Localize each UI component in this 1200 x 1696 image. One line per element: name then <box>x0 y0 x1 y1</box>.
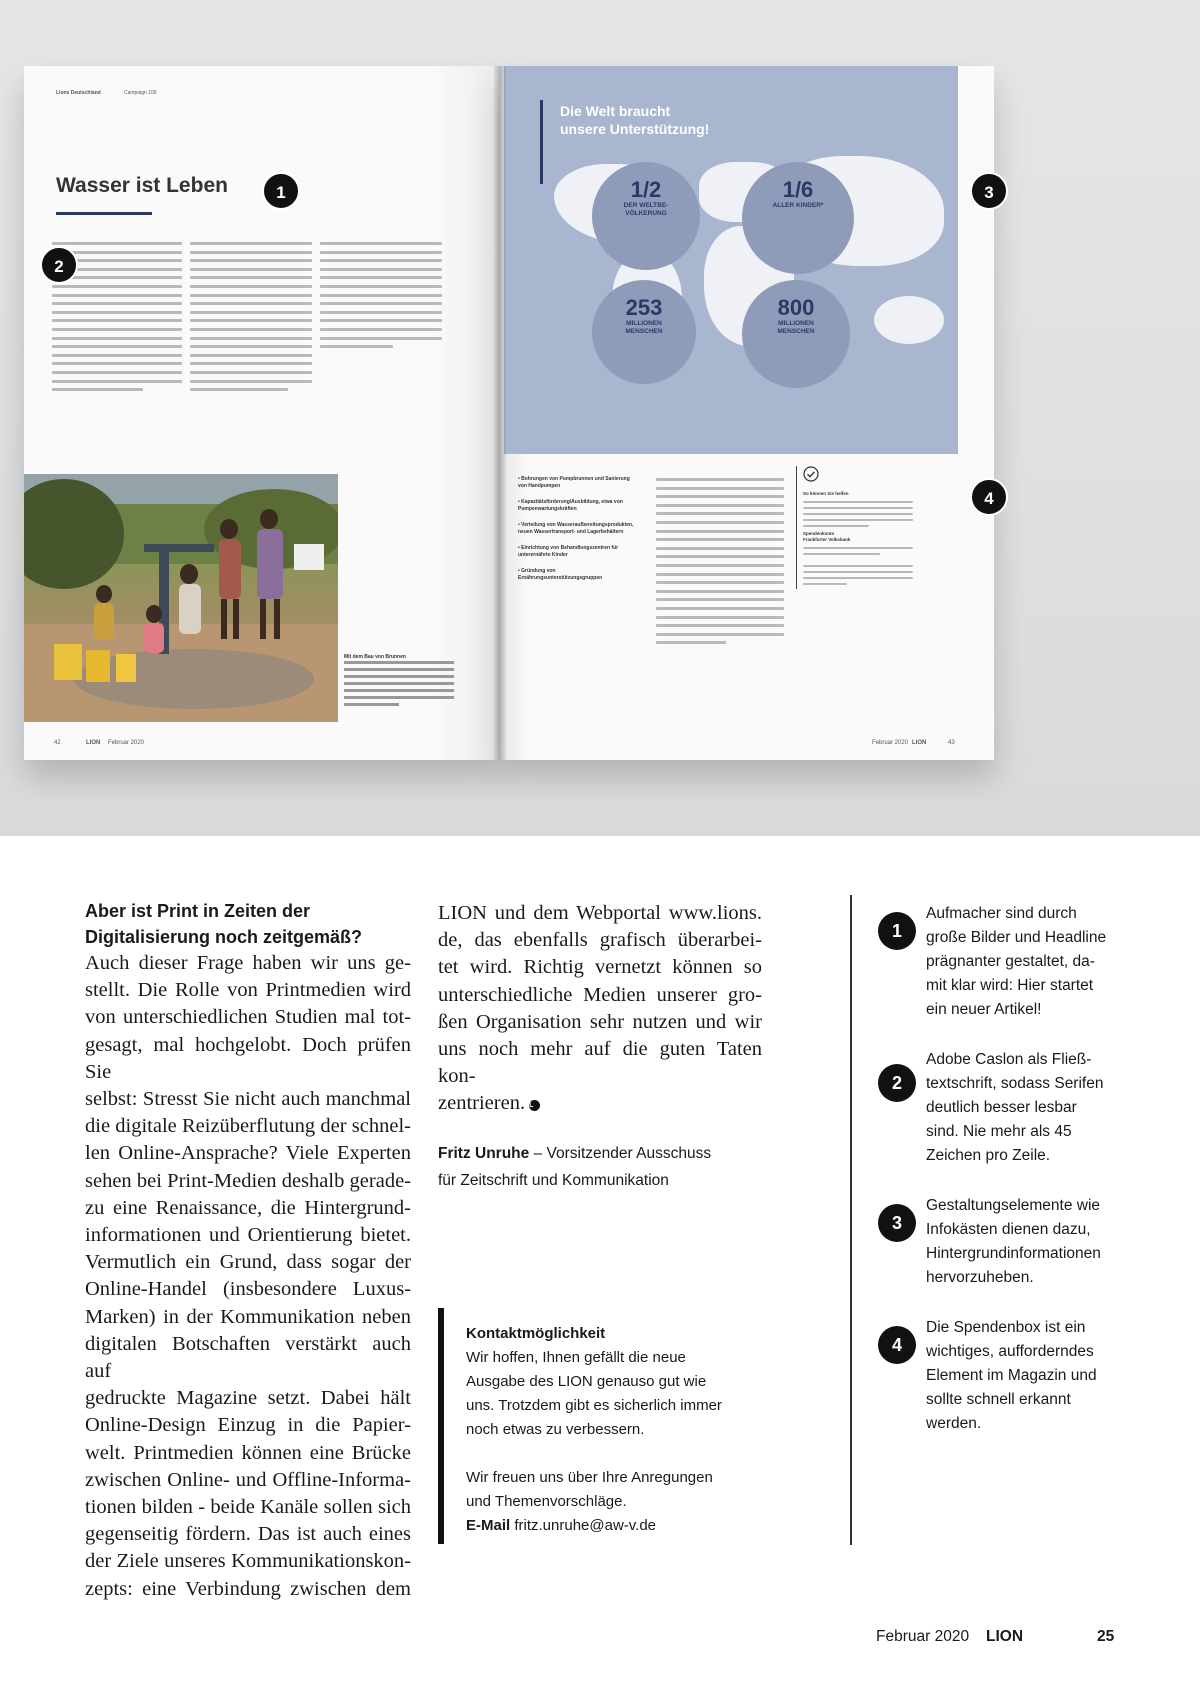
annotation-note-1 <box>878 902 1128 1022</box>
children-water-pump-photo <box>24 474 338 722</box>
map-australia <box>874 296 944 344</box>
note-line: prägnanter gestaltet, da- <box>926 953 1095 970</box>
author-name: Fritz Unruhe <box>438 1144 530 1162</box>
body-line: ßen Organisation sehr nutzen und wir <box>438 1010 762 1033</box>
magazine-text-column-3 <box>320 242 442 354</box>
infobox-rule <box>540 100 543 184</box>
magazine-bullet-list <box>518 476 638 591</box>
article-column-2 <box>438 900 762 1194</box>
photo-caption <box>344 654 454 710</box>
author-role-line-2: für Zeitschrift und Kommunikation <box>438 1171 669 1189</box>
note-line: sollte schnell erkannt <box>926 1391 1071 1408</box>
note-number: 3 <box>878 1204 916 1242</box>
note-line: mit klar wird: Hier startet <box>926 977 1094 994</box>
body-line: de, das ebenfalls grafisch überarbei- <box>438 929 762 952</box>
contact-line: Wir hoffen, Ihnen gefällt die neue <box>466 1349 686 1366</box>
author-credit <box>438 1140 762 1194</box>
body-line: gedruckte Magazine setzt. Dabei hält <box>85 1387 411 1410</box>
left-folio: 42 <box>54 740 61 746</box>
body-line: gegenseitig fördern. Das ist auch eines <box>85 1523 411 1546</box>
stat-label-2a: ALLER KINDER* <box>772 202 824 209</box>
infobox-title <box>560 102 709 138</box>
note-line: Infokästen dienen dazu, <box>926 1221 1091 1238</box>
stat-circle-2 <box>742 162 854 274</box>
author-role-line-1: – Vorsitzender Ausschuss <box>529 1144 712 1162</box>
magazine-spine <box>494 66 506 760</box>
magazine-left-page <box>24 66 500 760</box>
email-label: E-Mail <box>466 1517 511 1534</box>
body-line: tionen bilden - beide Kanäle sollen sich <box>85 1496 411 1519</box>
bullet-item: • Kapazitätsförderung/Ausbildung, etwa von Pumpenwartungskräften <box>518 499 623 512</box>
magazine-right-page <box>500 66 994 760</box>
article-subhead <box>85 898 411 950</box>
running-sub: Campaign 100 <box>124 90 157 96</box>
stat-value-1: 1/2 <box>630 177 662 202</box>
stat-label-4b: MENSCHEN <box>777 328 815 335</box>
body-line: Auch dieser Frage haben wir uns ge- <box>85 952 411 974</box>
body-line: uns noch mehr auf die guten Taten kon- <box>438 1038 762 1088</box>
world-infobox <box>504 66 958 454</box>
body-line: zwischen Online- und Offline-Informa- <box>85 1468 411 1491</box>
note-line: werden. <box>926 1415 982 1432</box>
body-line: selbst: Stresst Sie nicht auch manchmal <box>85 1088 411 1111</box>
note-line: deutlich besser lesbar <box>926 1099 1077 1116</box>
marker-1: 1 <box>262 172 300 210</box>
magazine-spread-photo <box>0 0 1200 836</box>
email-link[interactable]: fritz.unruhe@aw-v.de <box>510 1517 657 1534</box>
body-line: stellt. Die Rolle von Printmedien wird <box>85 979 411 1002</box>
stat-circle-4 <box>742 280 850 388</box>
note-number: 1 <box>878 912 916 950</box>
contact-title: Kontaktmöglichkeit <box>466 1325 606 1342</box>
magazine-text-column-2 <box>190 242 312 397</box>
note-text <box>926 1048 1128 1168</box>
stat-circle-1 <box>592 162 700 270</box>
right-folio: 43 <box>948 740 955 746</box>
contact-line: uns. Trotzdem gibt es sicherlich immer <box>466 1397 722 1414</box>
infobox-title-line-2: unsere Unterstützung! <box>560 121 710 137</box>
body-line: zu eine Renaissance, die Hintergrund- <box>85 1196 411 1219</box>
body-line: informationen und Orientierung bietet. <box>85 1224 411 1247</box>
body-line: digitalen Botschaften verstärkt auch auf <box>85 1332 411 1383</box>
stat-circle-3 <box>592 280 696 384</box>
left-footer-date: Februar 2020 <box>108 740 145 746</box>
stat-value-2: 1/6 <box>782 177 814 202</box>
magazine-headline: Wasser ist Leben <box>56 174 228 197</box>
note-number: 2 <box>878 1064 916 1102</box>
note-line: Hintergrundinformationen <box>926 1245 1101 1262</box>
donate-title: So können Sie helfen <box>803 491 849 496</box>
body-line: zentrieren. L <box>438 1090 762 1117</box>
body-line: Online-Design Einzug in die Papier- <box>85 1414 411 1437</box>
body-line: len Online-Ansprache? Viele Experten <box>85 1142 411 1165</box>
stat-label-1a: DER WELTBE- <box>623 202 669 209</box>
page-number: 25 <box>1097 1628 1115 1645</box>
body-line: zepts: eine Verbindung zwischen dem <box>85 1577 411 1600</box>
note-line: große Bilder und Headline <box>926 929 1107 946</box>
note-line: Die Spendenbox ist ein <box>926 1319 1086 1336</box>
annotation-note-2 <box>878 1048 1128 1168</box>
note-line: hervorzuheben. <box>926 1269 1034 1286</box>
marker-2: 2 <box>40 246 78 284</box>
donate-iban <box>803 547 913 585</box>
note-text <box>926 1316 1128 1436</box>
body-line: tet wird. Richtig vernetzt können so <box>438 956 762 979</box>
annotation-note-4 <box>878 1316 1128 1436</box>
marker-4: 4 <box>970 478 1008 516</box>
note-line: Zeichen pro Zeile. <box>926 1147 1051 1164</box>
stat-label-3a: MILLIONEN <box>626 320 662 327</box>
stat-value-3: 253 <box>625 295 663 320</box>
note-line: wichtiges, aufforderndes <box>926 1343 1094 1360</box>
article-subhead-line-1: Aber ist Print in Zeiten der <box>85 901 311 921</box>
contact-box <box>438 1308 738 1544</box>
bullet-item: • Einrichtung von Behandlungszentren für unterernährte Kinder <box>518 545 619 558</box>
bullet-item: • Gründung von Ernährungsunterstützungsgruppen <box>518 568 603 581</box>
body-line: die digitale Reizüberflutung der schnel- <box>85 1115 411 1138</box>
contact-line: noch etwas zu verbessern. <box>466 1421 645 1438</box>
note-line: Gestaltungselemente wie <box>926 1197 1101 1214</box>
left-footer-brand: LION <box>86 740 101 746</box>
body-line: der Ziele unseres Kommunikationskon- <box>85 1550 411 1573</box>
photo-illustration <box>24 474 338 722</box>
article-body-col2 <box>438 900 762 1118</box>
donate-bank: Frankfurter Volksbank <box>803 537 851 542</box>
body-line: welt. Printmedien können eine Brücke <box>85 1441 411 1464</box>
body-line: LION und dem Webportal www.lions. <box>438 902 762 924</box>
footer-brand: LION <box>986 1628 1024 1645</box>
note-line: Element im Magazin und <box>926 1367 1097 1384</box>
annotation-note-3 <box>878 1194 1128 1290</box>
magazine-text-column-right <box>656 478 784 650</box>
body-line: von unterschiedlichen Studien mal tot- <box>85 1006 411 1029</box>
lion-end-mark-icon: L <box>529 1100 540 1111</box>
body-line: Marken) in der Kommunikation neben <box>85 1305 411 1328</box>
donate-text <box>803 501 913 527</box>
stat-label-4a: MILLIONEN <box>778 320 814 327</box>
note-line: textschrift, sodass Serifen <box>926 1075 1104 1092</box>
contact-line: Ausgabe des LION genauso gut wie <box>466 1373 707 1390</box>
stat-label-1b: VÖLKERUNG <box>625 210 667 217</box>
body-line: Vermutlich ein Grund, dass sogar der <box>85 1251 411 1274</box>
body-line: Online-Handel (insbesondere Luxus- <box>85 1278 411 1301</box>
donation-box <box>796 466 931 589</box>
contact-email-line <box>466 1514 738 1538</box>
footer-date: Februar 2020 <box>876 1628 970 1645</box>
contact-line: Wir freuen uns über Ihre Anregungen <box>466 1469 713 1486</box>
body-line: sehen bei Print-Medien deshalb gerade- <box>85 1169 411 1192</box>
note-line: ein neuer Artikel! <box>926 1001 1042 1018</box>
note-text <box>926 902 1128 1022</box>
stat-label-3b: MENSCHEN <box>625 328 663 335</box>
article-body-col1 <box>85 950 411 1603</box>
stat-value-4: 800 <box>777 295 815 320</box>
article-column-1 <box>85 898 411 1603</box>
right-footer-date: Februar 2020 <box>872 740 909 746</box>
bullet-item: • Verteilung von Wasseraufbereitungsprodukten, neuen Wassertransport- und Lagerbehältern <box>518 522 634 535</box>
caption-text: Mit dem Bau von Brunnen <box>344 654 406 660</box>
note-text <box>926 1194 1128 1290</box>
infobox-title-line-1: Die Welt braucht <box>560 103 671 119</box>
bullet-item: • Bohrungen von Pumpbrunnen und Sanierung von Handpumpen <box>518 476 630 489</box>
note-line: Adobe Caslon als Fließ- <box>926 1051 1092 1068</box>
headline-rule <box>56 212 152 215</box>
contact-line: und Themenvorschläge. <box>466 1493 627 1510</box>
body-line: unterschiedliche Medien unserer gro- <box>438 983 762 1006</box>
note-line: Aufmacher sind durch <box>926 905 1077 922</box>
right-footer-brand: LION <box>912 740 927 746</box>
marker-3: 3 <box>970 172 1008 210</box>
donate-account: Spendenkonto <box>803 530 835 536</box>
note-line: sind. Nie mehr als 45 <box>926 1123 1072 1140</box>
note-number: 4 <box>878 1326 916 1364</box>
article-subhead-line-2: Digitalisierung noch zeitgemäß? <box>85 927 363 947</box>
body-line: gesagt, mal hochgelobt. Doch prüfen Sie <box>85 1033 411 1083</box>
checkmark-icon <box>803 466 819 482</box>
running-head: Lions Deutschland <box>56 90 101 96</box>
sidebar-rule <box>850 895 852 1545</box>
